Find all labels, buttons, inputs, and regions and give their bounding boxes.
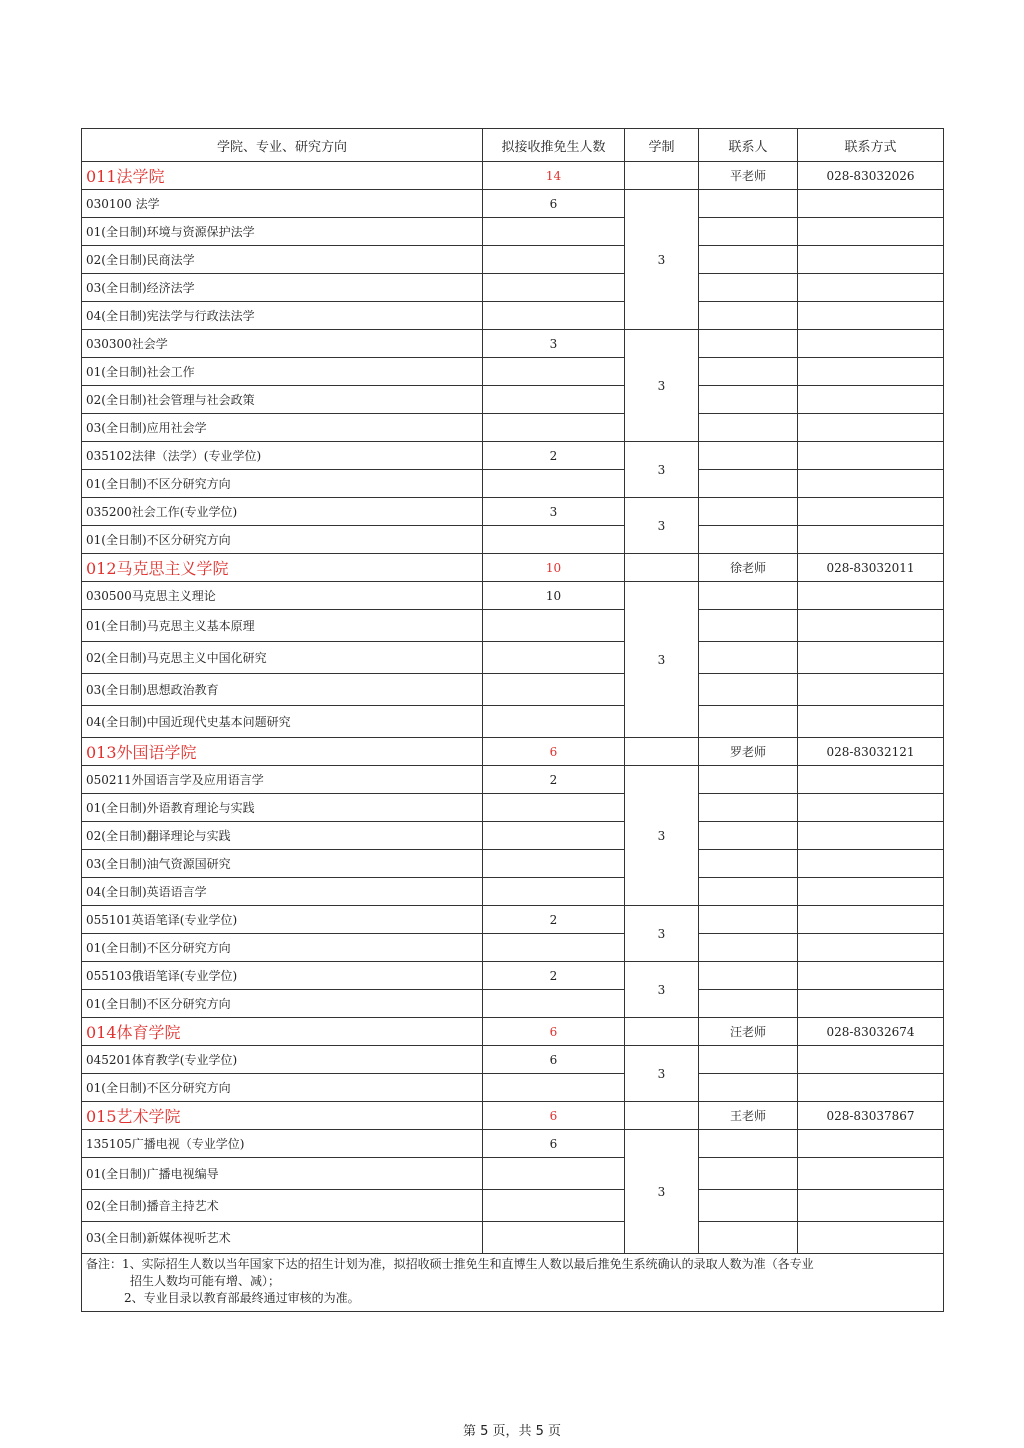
direction-row	[82, 850, 944, 878]
direction-name: 03(全日制)经济法学	[82, 274, 483, 302]
direction-name: 03(全日制)油气资源国研究	[82, 850, 483, 878]
major-quota: 3	[483, 498, 625, 526]
contact-phone	[798, 850, 944, 878]
contact-phone	[798, 1158, 944, 1190]
college-row	[82, 738, 944, 766]
direction-name: 01(全日制)马克思主义基本原理	[82, 610, 483, 642]
note-line-1: 备注：1、实际招生人数以当年国家下达的招生计划为准，拟招收硕士推免生和直博生人数以最后推免生系统确认的录取人数为准（各专业	[86, 1257, 814, 1271]
direction-row	[82, 246, 944, 274]
contact-person: 平老师	[699, 162, 798, 190]
contact-person	[699, 1074, 798, 1102]
program-years: 3	[625, 766, 699, 906]
major-row	[82, 498, 944, 526]
direction-quota	[483, 850, 625, 878]
contact-person	[699, 414, 798, 442]
program-years: 3	[625, 962, 699, 1018]
header-years: 学制	[625, 129, 699, 162]
major-name: 030100 法学	[82, 190, 483, 218]
contact-phone	[798, 330, 944, 358]
direction-quota	[483, 674, 625, 706]
direction-row	[82, 674, 944, 706]
direction-quota	[483, 414, 625, 442]
contact-phone	[798, 190, 944, 218]
major-name: 050211外国语言学及应用语言学	[82, 766, 483, 794]
major-name: 045201体育教学(专业学位)	[82, 1046, 483, 1074]
direction-row	[82, 1190, 944, 1222]
direction-row	[82, 358, 944, 386]
contact-person	[699, 850, 798, 878]
program-years: 3	[625, 330, 699, 442]
direction-name: 03(全日制)思想政治教育	[82, 674, 483, 706]
major-row	[82, 582, 944, 610]
major-row	[82, 190, 944, 218]
contact-phone	[798, 218, 944, 246]
direction-quota	[483, 934, 625, 962]
direction-name: 04(全日制)中国近现代史基本问题研究	[82, 706, 483, 738]
page-footer: 第 5 页，共 5 页	[462, 1424, 562, 1439]
college-quota: 6	[483, 1102, 625, 1130]
contact-phone	[798, 1222, 944, 1254]
note-line-2: 招生人数均可能有增、减）；	[130, 1274, 281, 1288]
direction-quota	[483, 470, 625, 498]
contact-phone	[798, 822, 944, 850]
contact-phone	[798, 674, 944, 706]
direction-name: 01(全日制)不区分研究方向	[82, 526, 483, 554]
direction-row	[82, 302, 944, 330]
header-phone: 联系方式	[798, 129, 944, 162]
contact-person	[699, 1046, 798, 1074]
contact-phone	[798, 906, 944, 934]
direction-row	[82, 794, 944, 822]
years-cell	[625, 738, 699, 766]
college-name: 014体育学院	[82, 1018, 483, 1046]
contact-person	[699, 1130, 798, 1158]
college-quota: 6	[483, 1018, 625, 1046]
contact-person	[699, 190, 798, 218]
direction-name: 01(全日制)环境与资源保护法学	[82, 218, 483, 246]
major-quota: 3	[483, 330, 625, 358]
direction-name: 04(全日制)宪法学与行政法法学	[82, 302, 483, 330]
major-row	[82, 766, 944, 794]
years-cell	[625, 1018, 699, 1046]
contact-person	[699, 906, 798, 934]
contact-person: 王老师	[699, 1102, 798, 1130]
direction-name: 03(全日制)应用社会学	[82, 414, 483, 442]
direction-quota	[483, 1190, 625, 1222]
contact-phone	[798, 934, 944, 962]
direction-row	[82, 526, 944, 554]
direction-name: 02(全日制)社会管理与社会政策	[82, 386, 483, 414]
contact-person	[699, 218, 798, 246]
contact-phone: 028-83032011	[798, 554, 944, 582]
direction-row	[82, 386, 944, 414]
direction-row	[82, 218, 944, 246]
contact-phone: 028-83032026	[798, 162, 944, 190]
major-row	[82, 1130, 944, 1158]
major-row	[82, 442, 944, 470]
contact-phone	[798, 794, 944, 822]
direction-name: 03(全日制)新媒体视听艺术	[82, 1222, 483, 1254]
major-quota: 10	[483, 582, 625, 610]
major-row	[82, 906, 944, 934]
contact-person	[699, 962, 798, 990]
direction-name: 01(全日制)不区分研究方向	[82, 470, 483, 498]
contact-person	[699, 1158, 798, 1190]
years-cell	[625, 554, 699, 582]
program-years: 3	[625, 190, 699, 330]
contact-person: 罗老师	[699, 738, 798, 766]
direction-row	[82, 878, 944, 906]
contact-person	[699, 878, 798, 906]
contact-phone	[798, 526, 944, 554]
contact-phone	[798, 962, 944, 990]
contact-phone	[798, 274, 944, 302]
direction-quota	[483, 878, 625, 906]
major-quota: 2	[483, 906, 625, 934]
direction-name: 02(全日制)翻译理论与实践	[82, 822, 483, 850]
direction-row	[82, 822, 944, 850]
contact-phone	[798, 706, 944, 738]
direction-row	[82, 642, 944, 674]
program-years: 3	[625, 1130, 699, 1254]
major-quota: 6	[483, 1046, 625, 1074]
major-quota: 6	[483, 1130, 625, 1158]
college-row	[82, 162, 944, 190]
contact-phone	[798, 1046, 944, 1074]
direction-quota	[483, 610, 625, 642]
direction-quota	[483, 1222, 625, 1254]
program-years: 3	[625, 582, 699, 738]
direction-quota	[483, 1158, 625, 1190]
contact-person	[699, 674, 798, 706]
contact-phone	[798, 1074, 944, 1102]
direction-row	[82, 1222, 944, 1254]
college-quota: 10	[483, 554, 625, 582]
direction-name: 02(全日制)马克思主义中国化研究	[82, 642, 483, 674]
direction-quota	[483, 246, 625, 274]
direction-name: 01(全日制)不区分研究方向	[82, 990, 483, 1018]
direction-quota	[483, 794, 625, 822]
direction-quota	[483, 526, 625, 554]
college-row	[82, 1102, 944, 1130]
direction-row	[82, 1074, 944, 1102]
direction-quota	[483, 1074, 625, 1102]
college-name: 011法学院	[82, 162, 483, 190]
note-line-3: 2、专业目录以教育部最终通过审核的为准。	[124, 1291, 360, 1305]
major-quota: 2	[483, 766, 625, 794]
notes-cell	[82, 1254, 944, 1312]
major-name: 035102法律（法学）(专业学位)	[82, 442, 483, 470]
contact-person	[699, 358, 798, 386]
contact-person	[699, 794, 798, 822]
contact-phone	[798, 442, 944, 470]
college-row	[82, 554, 944, 582]
years-cell	[625, 162, 699, 190]
direction-row	[82, 610, 944, 642]
header-contact: 联系人	[699, 129, 798, 162]
direction-name: 01(全日制)广播电视编导	[82, 1158, 483, 1190]
contact-phone	[798, 1190, 944, 1222]
contact-person	[699, 246, 798, 274]
direction-quota	[483, 706, 625, 738]
major-row	[82, 962, 944, 990]
college-quota: 14	[483, 162, 625, 190]
direction-row	[82, 414, 944, 442]
program-years: 3	[625, 906, 699, 962]
direction-row	[82, 934, 944, 962]
program-years: 3	[625, 498, 699, 554]
major-quota: 2	[483, 962, 625, 990]
direction-name: 02(全日制)播音主持艺术	[82, 1190, 483, 1222]
direction-row	[82, 470, 944, 498]
college-name: 013外国语学院	[82, 738, 483, 766]
contact-phone	[798, 414, 944, 442]
header-college-major: 学院、专业、研究方向	[82, 129, 483, 162]
contact-person	[699, 1222, 798, 1254]
contact-person: 徐老师	[699, 554, 798, 582]
contact-phone	[798, 766, 944, 794]
contact-person	[699, 526, 798, 554]
contact-phone	[798, 386, 944, 414]
contact-person: 汪老师	[699, 1018, 798, 1046]
direction-row	[82, 274, 944, 302]
contact-phone	[798, 642, 944, 674]
major-name: 135105广播电视（专业学位)	[82, 1130, 483, 1158]
direction-name: 01(全日制)不区分研究方向	[82, 1074, 483, 1102]
contact-person	[699, 822, 798, 850]
major-row	[82, 1046, 944, 1074]
college-name: 012马克思主义学院	[82, 554, 483, 582]
contact-person	[699, 470, 798, 498]
contact-phone	[798, 498, 944, 526]
contact-person	[699, 1190, 798, 1222]
program-years: 3	[625, 1046, 699, 1102]
direction-name: 02(全日制)民商法学	[82, 246, 483, 274]
major-name: 030300社会学	[82, 330, 483, 358]
contact-person	[699, 990, 798, 1018]
contact-person	[699, 706, 798, 738]
major-name: 055103俄语笔译(专业学位)	[82, 962, 483, 990]
contact-phone	[798, 302, 944, 330]
contact-person	[699, 582, 798, 610]
contact-person	[699, 442, 798, 470]
table-body	[82, 162, 944, 1254]
major-quota: 2	[483, 442, 625, 470]
college-row	[82, 1018, 944, 1046]
major-row	[82, 330, 944, 358]
table-header-row	[82, 129, 944, 162]
program-years: 3	[625, 442, 699, 498]
contact-phone	[798, 246, 944, 274]
contact-phone	[798, 878, 944, 906]
contact-person	[699, 934, 798, 962]
years-cell	[625, 1102, 699, 1130]
contact-phone: 028-83037867	[798, 1102, 944, 1130]
contact-person	[699, 642, 798, 674]
direction-quota	[483, 642, 625, 674]
direction-quota	[483, 386, 625, 414]
direction-name: 01(全日制)不区分研究方向	[82, 934, 483, 962]
major-name: 030500马克思主义理论	[82, 582, 483, 610]
contact-phone	[798, 582, 944, 610]
contact-phone	[798, 990, 944, 1018]
contact-person	[699, 610, 798, 642]
contact-phone	[798, 358, 944, 386]
direction-quota	[483, 302, 625, 330]
contact-phone	[798, 470, 944, 498]
contact-person	[699, 302, 798, 330]
contact-phone: 028-83032121	[798, 738, 944, 766]
direction-quota	[483, 822, 625, 850]
contact-person	[699, 330, 798, 358]
header-quota: 拟接收推免生人数	[483, 129, 625, 162]
direction-quota	[483, 218, 625, 246]
direction-name: 04(全日制)英语语言学	[82, 878, 483, 906]
direction-quota	[483, 990, 625, 1018]
contact-person	[699, 766, 798, 794]
contact-person	[699, 386, 798, 414]
contact-person	[699, 274, 798, 302]
major-name: 055101英语笔译(专业学位)	[82, 906, 483, 934]
direction-quota	[483, 274, 625, 302]
contact-phone: 028-83032674	[798, 1018, 944, 1046]
direction-row	[82, 1158, 944, 1190]
major-name: 035200社会工作(专业学位)	[82, 498, 483, 526]
notes-row	[82, 1254, 944, 1312]
contact-phone	[798, 1130, 944, 1158]
direction-row	[82, 706, 944, 738]
major-quota: 6	[483, 190, 625, 218]
college-quota: 6	[483, 738, 625, 766]
contact-person	[699, 498, 798, 526]
direction-quota	[483, 358, 625, 386]
direction-name: 01(全日制)外语教育理论与实践	[82, 794, 483, 822]
direction-row	[82, 990, 944, 1018]
college-name: 015艺术学院	[82, 1102, 483, 1130]
enrollment-table	[81, 128, 944, 1312]
direction-name: 01(全日制)社会工作	[82, 358, 483, 386]
contact-phone	[798, 610, 944, 642]
